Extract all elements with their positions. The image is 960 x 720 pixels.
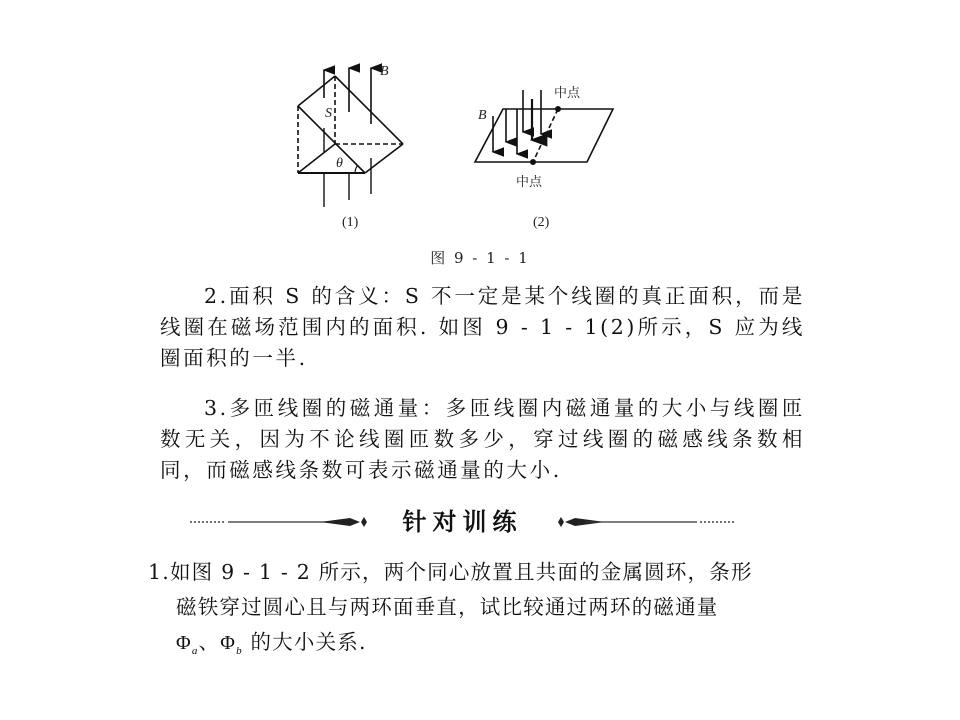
paragraph-number: 2. <box>204 284 229 308</box>
section-header <box>190 507 735 537</box>
figure-caption: 图 9 - 1 - 1 <box>430 249 530 267</box>
figure-2-half-coil <box>470 82 620 230</box>
figure-2-diagram <box>470 82 620 192</box>
field-label-b: B <box>478 108 487 123</box>
area-label-s: S <box>325 106 332 121</box>
midpoint-top-label: 中点 <box>554 86 581 101</box>
midpoint-bottom-label: 中点 <box>516 175 543 190</box>
question-number: 1. <box>148 560 170 584</box>
figure-1-diagram <box>295 62 415 212</box>
phi-b: $\Phi_b$ <box>220 632 243 657</box>
paragraph-text: 面积 S 的含义：S 不一定是某个线圈的真正面积，而是线圈在磁场范围内的面积. 如图 9 - 1 - 1(2)所示，S 应为线圈面积的一半. <box>160 284 805 370</box>
question-line-1: 1.如图 9 - 1 - 2 所示，两个同心放置且共面的金属圆环，条形 <box>148 560 753 584</box>
paragraph-text: 多匝线圈的磁通量：多匝线圈内磁通量的大小与线圈匝数无关，因为不论线圈匝数多少，穿过线圈的磁感线条数相同，而磁感线条数可表示磁通量的大小. <box>160 396 805 482</box>
section-title: 针对训练 <box>402 508 523 536</box>
paragraph-area-meaning <box>160 281 805 374</box>
question-line-3: $\Phi_a$、$\Phi_b$ 的大小关系. <box>176 630 367 657</box>
angle-label-theta: θ <box>336 156 343 171</box>
field-label-b: B <box>380 64 389 79</box>
figure-2-label: (2) <box>533 215 550 230</box>
paragraph-number: 3. <box>204 396 229 420</box>
paragraph-multi-turn-flux <box>160 393 805 486</box>
figure-1-tilted-coil <box>295 62 415 230</box>
phi-a: $\Phi_a$ <box>176 632 199 657</box>
figure-1-label: (1) <box>342 215 359 230</box>
question-line-2: 磁铁穿过圆心且与两环面垂直，试比较通过两环的磁通量 <box>176 595 719 619</box>
question-1 <box>148 555 818 669</box>
